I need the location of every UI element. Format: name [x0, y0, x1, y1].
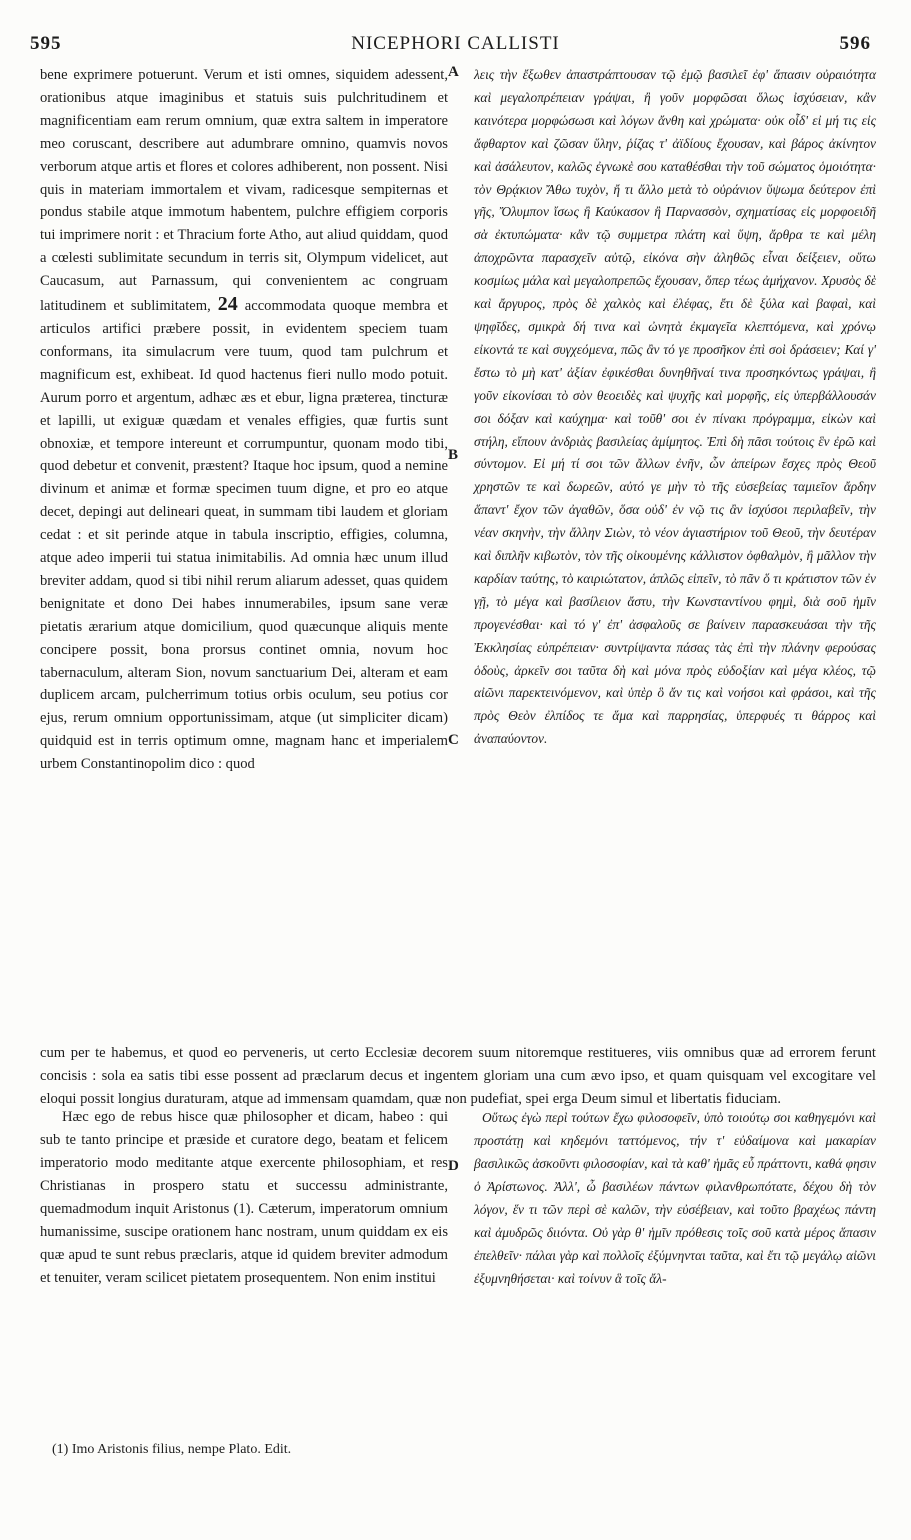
full-width-paragraph: cum per te habemus, et quod eo perveneris, ut certo Ecclesiæ decorem suum nitoremque restitueres, viis omnibus quæ ad errorem ferunt concisis : sola ea satis tibi esse possent ad præclarum decus et ingentem gloriam una cum ævo ipso, et quam quisquam vel excogitare vel eloqui possit longius duraturam, atque ad immensam quamdam, quæ non pudefiat, spei erga Deum simul et libertatis fiduciam. [40, 1045, 876, 1107]
latin-column-lower [40, 1106, 448, 1290]
column-number-marker: 24 [217, 293, 238, 316]
latin-paragraph [40, 64, 448, 776]
latin-text-part-1: bene exprimere potuerunt. Verum et isti omnes, siquidem adessent, orationibus atque imaginibus et statuis suis pulchritudinem et magnificentiam eam rerum omnium, quæ extra saltem in imperatore meo coruscant, describere aut adumbrare omnino, quamvis novos verborum atque artis et flores et colores adhiberent, non possent. Nisi quis in materiam immortalem et vivam, radicesque sempiternas et pondus stabile atque immotum habentem, pulchre effigiem corporis tui imprimere norit : et Thracium forte Atho, aut aliud quiddam, quod a cœlesti sublimitate secundum in terris sit, Olympum videlicet, aut Caucasum, aut Parnassum, qui convenientem ac congruam latitudinem et sublimitatem, [40, 67, 448, 315]
running-title: NICEPHORI CALLISTI [351, 33, 560, 54]
greek-column [474, 64, 876, 751]
latin-column [40, 64, 448, 776]
latin-lower-paragraph: Hæc ego de rebus hisce quæ philosopher et dicam, habeo : qui sub te tanto principe et præside et curatore dego, beatam et felicem imperatorio modo meditante atque exercente philosophiam, et res Christianas in prospero statu et successu administrante, quemadmodum inquit Aristonus (1). Cæterum, imperatorum omnium humanissime, suscipe orationem hanc nostram, unum quiddam ex eis quæ apud te sunt rebus præclaris, atque id quidem breviter admodum et tenuiter, veram scilicet pietatem prosequentem. Non enim institui [40, 1109, 448, 1286]
section-marker-a: A [448, 64, 459, 80]
full-width-passage [40, 1042, 876, 1111]
section-marker-c: C [448, 732, 459, 748]
page-header [0, 33, 911, 63]
section-marker-d: D [448, 1158, 459, 1174]
greek-column-lower [474, 1106, 876, 1290]
page-number-right: 596 [839, 33, 871, 54]
greek-lower-paragraph: Οὕτως ἐγὼ περὶ τούτων ἔχω φιλοσοφεῖν, ὑπὸ τοιούτῳ σοι καθηγεμόνι καὶ προστάτῃ καὶ κηδεμόνι ταττόμενος, τήν τ' εὐδαίμονα καὶ μακαρίαν βασιλικῶς ἀσκοῦντι φιλοσοφίαν, καὶ τὰ καθ' ἡμᾶς εὖ πράττοντι, καθά φησιν ὁ Ἀρίστωνος. Ἀλλ', ὦ βασιλέων πάντων φιλανθρωπότατε, δέχου δὴ τὸν λόγον, ἕν τι τῶν περὶ σὲ καλῶν, τὴν εὐσέβειαν, καὶ τοῦτο βραχέως πάντη καὶ ἀμυδρῶς διιόντα. Οὐ γὰρ θ' ἡμῖν πρόθεσις τοῖς σοῦ κατὰ μέρος ἅπασιν ἐπελθεῖν· πάλαι γὰρ καὶ πολλοῖς ἐξύμνηνται ταῦτα, καὶ ἔτι τῷ μεγάλῳ αἰῶνι ἐξυμνηθήσεται· καὶ τοίνυν ἃ τοῖς ἄλ- [474, 1110, 876, 1286]
greek-paragraph: λεις τὴν ἔξωθεν ἀπαστράπτουσαν τῷ ἐμῷ βασιλεῖ ἐφ' ἅπασιν οὐραιότητα καὶ μεγαλοπρέπειαν γράψαι, ἢ γοῦν μορφῶσαι ὅλως ἰσχύσειαν, κἂν καινότερα μορφώσωσι καὶ λόγων ἄνθη καὶ χρώματα· οὐκ οἶδ' εἰ μή τις εἰς ἄφθαρτον καὶ ζῶσαν ὕλην, ῥίζας τ' ἀϊδίους ἔχουσαν, καὶ βάρος ἀκίνητον καὶ ἀσάλευτον, καλῶς ἐγνωκὲ σου καταθέσθαι τὴν τοῦ σώματος ὁμοιότητα· τὸν Θρᾴκιον Ἄθω τυχὸν, ἤ τι ἄλλο μετὰ τὸ οὐράνιον ὕψωμα δεύτερον ἐπὶ γῆς, Ὄλυμπον ἴσως ἢ Καύκασον ἢ Παρνασσὸν, σχηματίσας εἰς μορφοειδῆ σὰ ἐκτυπώματα· κἂν τῷ συμμετρα πλάτη καὶ ὕψη, ἄρθρα τε καὶ μέλη ἀποχρῶντα παρασχεῖν αὐτῷ, εἰκόνα σὴν ἀληθῶς εἶναι δείξειεν, οὕτω κοσμίως μάλα καὶ μεγαλοπρεπῶς ἔχουσαν, ὅπερ τέως ἀμήχανον. Χρυσὸς δὲ καὶ ἄργυρος, πρὸς δὲ χαλκὸς καὶ ἐλέφας, ἔτι δὲ ξύλα καὶ βαφαὶ, καὶ ψηφῖδες, σμικρὰ δή τινα καὶ ὠνητὰ ἐκμαγεῖα κλεπτόμενα, καὶ χρόνῳ εἰκοντά τε καὶ συγχεόμενα, πῶς ἂν τό γε προσῆκον ἐπὶ σοὶ δράσειεν; Καί γ' ἔστω τὸ μὴ κατ' ἀξίαν ἐφικέσθαι δυνηθῆναί τινα προσηκόντως γράψαι, ἢ γοῦν εἰκονίσαι τὸ σὸν θεοειδὲς καὶ ψυχῆς καὶ μορφῆς, εἰς ὑπερβάλλουσάν σοι δόξαν καὶ καύχημα· καὶ τοῦθ' σοι ἐν πίνακι πρόγραμμα, εἰκὼν καὶ στήλη, εἴπουν ἀνδριὰς βασιλείας ἀμίμητος. Ἐπὶ δὴ πᾶσι τούτοις ἓν ἐρῶ καὶ σύντομον. Εἰ μή τί σοι τῶν ἄλλων ἐνῆν, ὧν ἀπείρων ἔσχες πρὸς Θεοῦ χρηστῶν τε καὶ δωρεῶν, αὐτό γε μὴν τὸ τῆς εὐσεβείας ταμιεῖον ἄρδην ἅπαντ' ἔχον τῶν ἀγαθῶν, ὅσα οὐδ' ἐν νῷ τις ἂν ἰσχύσοι περιλαβεῖν, τὴν νέαν σκηνὴν, τὴν ἄλλην Σιὼν, τὸ νέον ἁγιαστήριον τοῦ Θεοῦ, τὴν δευτέραν καὶ διπλῆν κιβωτὸν, τὸν τῆς οἰκουμένης κάλλιστον ὀφθαλμὸν, ἢ μᾶλλον τὴν καρδίαν ταύτης, τὸ καιριώτατον, ἁπλῶς εἰπεῖν, τὸ πᾶν ὅ τι κράτιστον τῶν ἐν γῇ, τὸ μέγα καὶ βασίλειον ἄστυ, τὴν Κωνσταντίνου φημὶ, διὰ σοῦ ἡμῖν προγενέσθαι· καὶ τό γ' ἐπ' ἀσφαλοῦς σε βαίνειν παρασκευάσαι τὴν τῆς Ἐκκλησίας εὐπρέπειαν· συντρίψαντα πάσας τὰς ἐπὶ τὴν πλάνην φερούσας ὁδοὺς, ἀρκεῖν σοι ταῦτα δὴ καὶ μόνα πρὸς εὐδοξίαν καὶ μέγα κλέος, τῷ αἰῶνι παρεκτεινόμενον, καὶ ὑπὲρ ὃ ἄν τις καὶ νοήσοι καὶ φράσοι, καὶ τῆς πρὸς Θεὸν ἐλπίδος τε ἅμα καὶ παρρησίας, ὑπερφυές τι θάρρος καὶ ἀναπαύοντον. [474, 67, 876, 747]
section-marker-b: B [448, 447, 459, 463]
latin-text-part-2: accommodata quoque membra et articulos artifici præbere possit, in evidentem speciem tuam conformans, ita simulacrum vere tuum, quod tam pulchrum et magnificum est, exhibeat. Id quod hactenus fieri nullo modo potuit. Aurum porro et argentum, adhæc æs et ebur, ligna præterea, tincturæ et lapilli, ut exiguæ quædam et venales effigies, quæ furtis sunt obnoxiæ, et tempore intereunt et corrumpuntur, quonam modo tibi, quod debetur et convenit, præstent? Itaque hoc ipsum, quod a nemine divinum et animæ et formæ specimen tuum digne, et pro eo atque decet, depingi aut delineari queat, in summam tibi laudem et gloriam cedat : et sit perinde atque in tabula inscriptio, effigies, columna, atque adeo imperii tui statua inimitabilis. Ad omnia hæc unum illud breviter addam, quod si tibi nihil rerum aliarum adesset, quas quidem benignitate et dono Dei habes innumerabiles, ipsum sane veræ pietatis ærarium atque domicilium, quod quæcunque aliquis mente concipere possit, bona prorsus continet omnia, novum hoc tabernaculum, alteram Sion, novum sanctuarium Dei, alteram et eam duplicem arcam, pulcherrimum totius orbis oculum, seu potius cor ejus, rerum omnium opportunissimam, atque (ut simpliciter dicam) quidquid est in terris optimum omne, magnam hanc et imperialem urbem Constantinopolim dico : quod [40, 298, 448, 773]
page-number-left: 595 [30, 33, 62, 54]
footnote: (1) Imo Aristonis filius, nempe Plato. Edit. [52, 1442, 292, 1457]
